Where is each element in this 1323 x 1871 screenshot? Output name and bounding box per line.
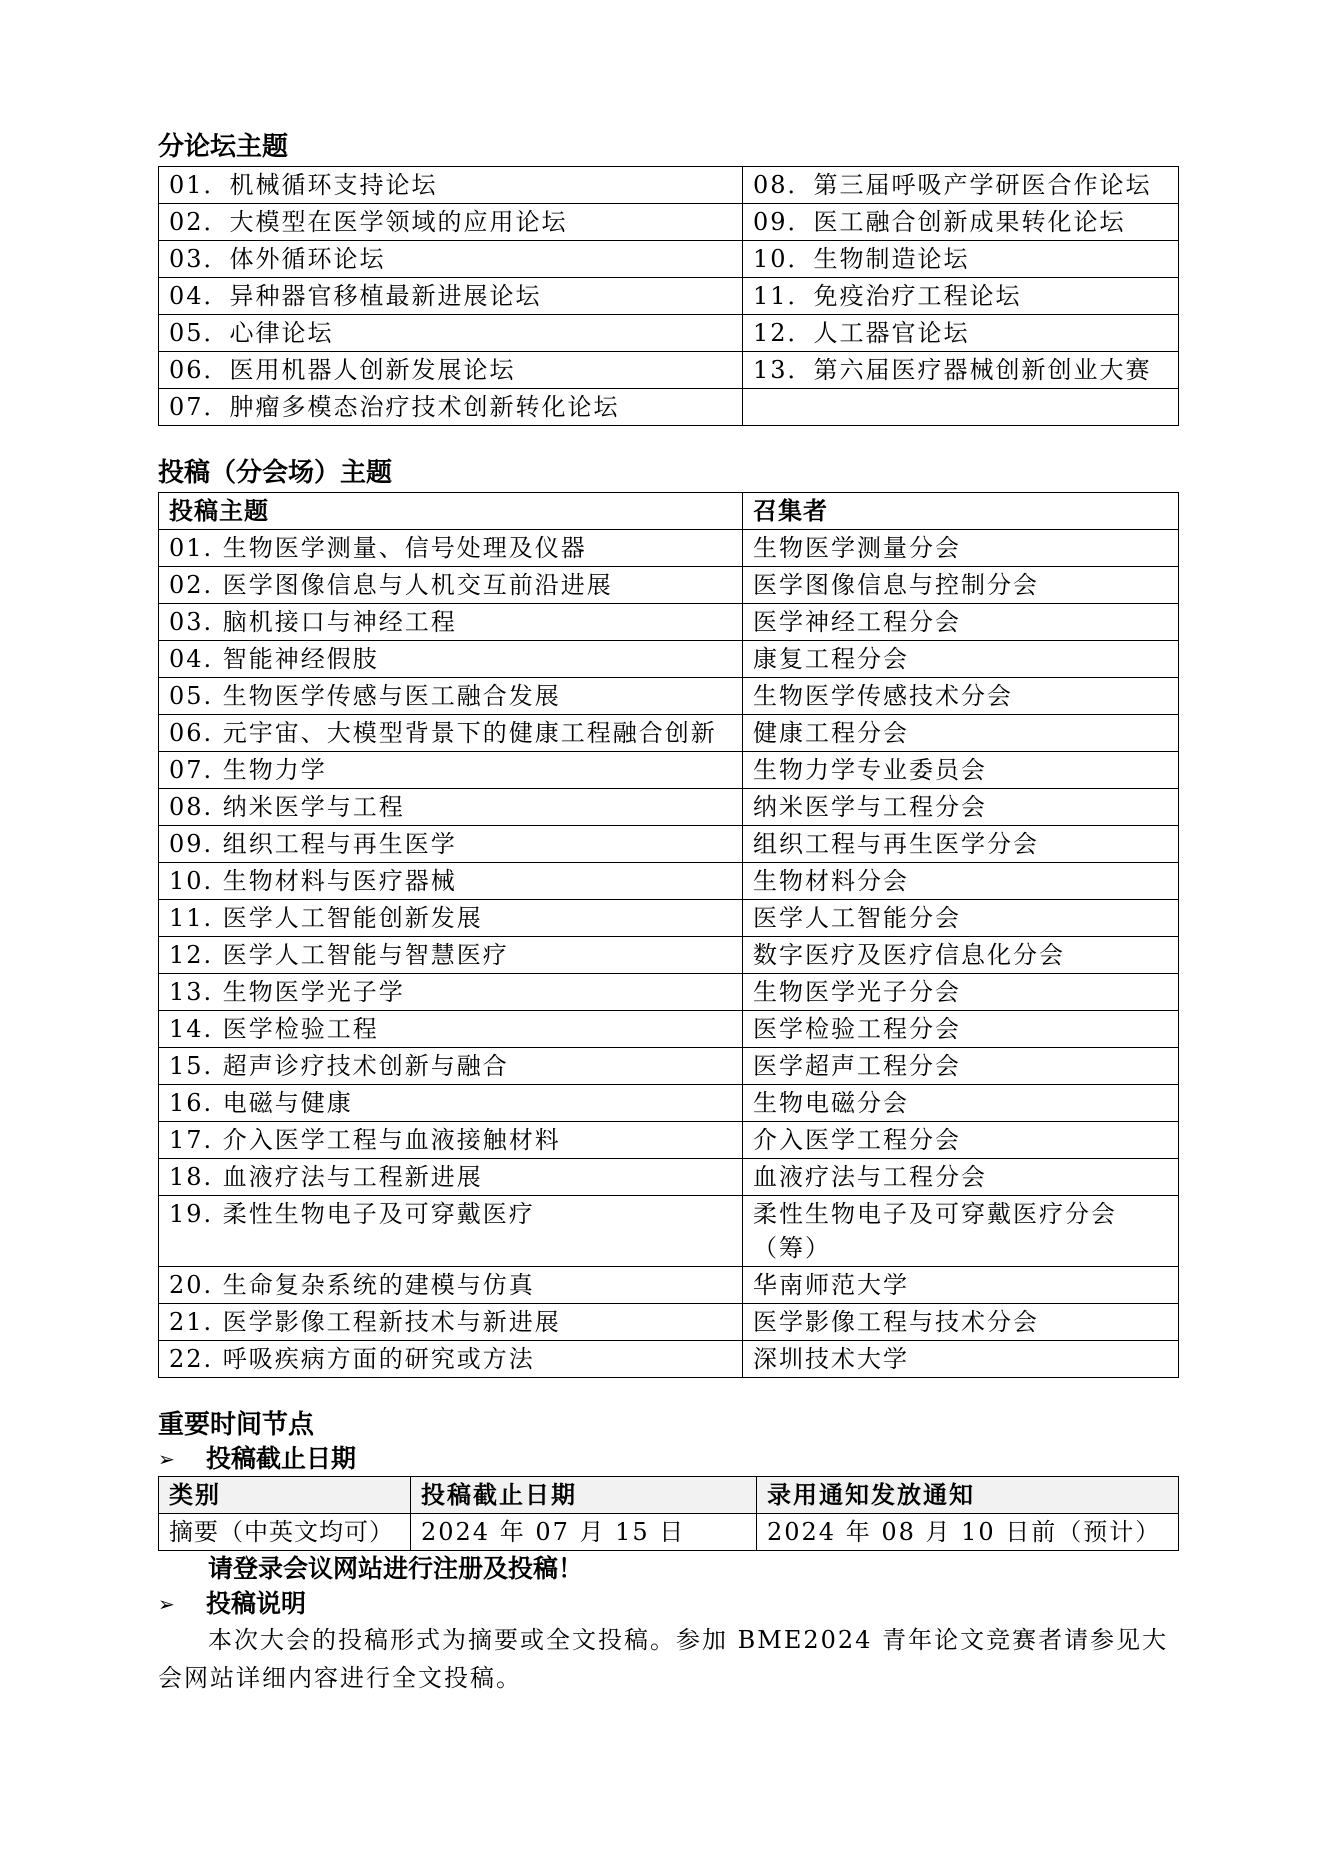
submission-row (159, 530, 1179, 567)
forum-heading: 分论坛主题 (158, 132, 289, 162)
submission-convener: 生物医学测量分会 (743, 530, 1179, 567)
forum-cell-right: 13．第六届医疗器械创新创业大赛 (743, 352, 1179, 389)
submission-topic: 11. 医学人工智能创新发展 (159, 900, 743, 937)
submission-topic: 07. 生物力学 (159, 752, 743, 789)
submission-row (159, 1196, 1179, 1267)
submission-row (159, 1048, 1179, 1085)
submission-row (159, 900, 1179, 937)
register-note: 请登录会议网站进行注册及投稿！ (208, 1554, 584, 1583)
forum-cell-right: 10．生物制造论坛 (743, 241, 1179, 278)
forum-cell-left: 01．机械循环支持论坛 (159, 167, 743, 204)
submission-convener: 生物医学光子分会 (743, 974, 1179, 1011)
submission-convener: 医学神经工程分会 (743, 604, 1179, 641)
submission-row (159, 1122, 1179, 1159)
submission-convener: 医学人工智能分会 (743, 900, 1179, 937)
forum-cell-right (743, 389, 1179, 426)
deadline-header-category: 类别 (159, 1477, 411, 1514)
submission-convener: 健康工程分会 (743, 715, 1179, 752)
deadline-category: 摘要（中英文均可） (159, 1514, 411, 1551)
forum-row (159, 167, 1179, 204)
forum-cell-left: 05．心律论坛 (159, 315, 743, 352)
submission-row (159, 974, 1179, 1011)
forum-cell-right: 12．人工器官论坛 (743, 315, 1179, 352)
forum-table (158, 166, 1179, 426)
col-header-convener: 召集者 (743, 493, 1179, 530)
forum-cell-right: 08．第三届呼吸产学研医合作论坛 (743, 167, 1179, 204)
submission-convener: 医学影像工程与技术分会 (743, 1304, 1179, 1341)
submission-convener: 医学超声工程分会 (743, 1048, 1179, 1085)
bullet-instructions-label: 投稿说明 (206, 1589, 307, 1618)
submission-topic: 20. 生命复杂系统的建模与仿真 (159, 1267, 743, 1304)
forum-cell-left: 03．体外循环论坛 (159, 241, 743, 278)
deadline-table (158, 1476, 1179, 1551)
forum-row (159, 315, 1179, 352)
submission-topic: 18. 血液疗法与工程新进展 (159, 1159, 743, 1196)
col-header-topic: 投稿主题 (159, 493, 743, 530)
submission-topic: 22. 呼吸疾病方面的研究或方法 (159, 1341, 743, 1378)
submission-convener: 纳米医学与工程分会 (743, 789, 1179, 826)
deadline-header-notice: 录用通知发放通知 (757, 1477, 1179, 1514)
submission-topic: 19. 柔性生物电子及可穿戴医疗 (159, 1196, 743, 1267)
forum-row (159, 241, 1179, 278)
forum-row (159, 389, 1179, 426)
submission-topic: 13. 生物医学光子学 (159, 974, 743, 1011)
deadline-row (159, 1514, 1179, 1551)
submission-row (159, 752, 1179, 789)
submission-convener: 深圳技术大学 (743, 1341, 1179, 1378)
submission-row (159, 1085, 1179, 1122)
submission-topic: 01. 生物医学测量、信号处理及仪器 (159, 530, 743, 567)
submission-topic: 14. 医学检验工程 (159, 1011, 743, 1048)
deadline-header-date: 投稿截止日期 (411, 1477, 757, 1514)
forum-cell-left: 06．医用机器人创新发展论坛 (159, 352, 743, 389)
submission-topic: 09. 组织工程与再生医学 (159, 826, 743, 863)
submission-convener: 生物电磁分会 (743, 1085, 1179, 1122)
submission-convener: 医学检验工程分会 (743, 1011, 1179, 1048)
document-page (158, 130, 1178, 1697)
submission-convener: 康复工程分会 (743, 641, 1179, 678)
submission-row (159, 604, 1179, 641)
submission-row (159, 1011, 1179, 1048)
submission-convener: 柔性生物电子及可穿戴医疗分会（筹） (743, 1196, 1179, 1267)
submission-row (159, 1341, 1179, 1378)
submission-row (159, 1159, 1179, 1196)
submission-topic: 16. 电磁与健康 (159, 1085, 743, 1122)
arrow-bullet-icon: ➢ (158, 1447, 175, 1471)
submission-topic: 17. 介入医学工程与血液接触材料 (159, 1122, 743, 1159)
forum-cell-right: 11．免疫治疗工程论坛 (743, 278, 1179, 315)
submission-convener: 生物医学传感技术分会 (743, 678, 1179, 715)
submission-row (159, 715, 1179, 752)
submission-row (159, 863, 1179, 900)
submission-row (159, 678, 1179, 715)
forum-cell-right: 09．医工融合创新成果转化论坛 (743, 204, 1179, 241)
forum-row (159, 352, 1179, 389)
submission-convener: 血液疗法与工程分会 (743, 1159, 1179, 1196)
bullet-deadline-label: 投稿截止日期 (206, 1444, 357, 1473)
submission-topic: 10. 生物材料与医疗器械 (159, 863, 743, 900)
submission-row (159, 789, 1179, 826)
forum-cell-left: 07．肿瘤多模态治疗技术创新转化论坛 (159, 389, 743, 426)
submission-topic: 21. 医学影像工程新技术与新进展 (159, 1304, 743, 1341)
bullet-deadline (158, 1442, 1178, 1476)
instructions-paragraph: 本次大会的投稿形式为摘要或全文投稿。参加 BME2024 青年论文竞赛者请参见大会网站详细内容进行全文投稿。 (158, 1626, 1169, 1692)
submission-topic: 15. 超声诊疗技术创新与融合 (159, 1048, 743, 1085)
submission-topic: 05. 生物医学传感与医工融合发展 (159, 678, 743, 715)
forum-row (159, 278, 1179, 315)
forum-row (159, 204, 1179, 241)
arrow-bullet-icon: ➢ (158, 1592, 175, 1616)
submission-table (158, 492, 1179, 1378)
submission-heading: 投稿（分会场）主题 (158, 458, 393, 488)
submission-convener: 华南师范大学 (743, 1267, 1179, 1304)
submission-topic: 04. 智能神经假肢 (159, 641, 743, 678)
submission-topic: 06. 元宇宙、大模型背景下的健康工程融合创新 (159, 715, 743, 752)
deadline-notice: 2024 年 08 月 10 日前（预计） (757, 1514, 1179, 1551)
submission-row (159, 1267, 1179, 1304)
forum-cell-left: 02．大模型在医学领域的应用论坛 (159, 204, 743, 241)
submission-convener: 介入医学工程分会 (743, 1122, 1179, 1159)
dates-heading: 重要时间节点 (158, 1410, 315, 1440)
submission-topic: 08. 纳米医学与工程 (159, 789, 743, 826)
submission-convener: 生物力学专业委员会 (743, 752, 1179, 789)
submission-row (159, 937, 1179, 974)
submission-convener: 医学图像信息与控制分会 (743, 567, 1179, 604)
submission-convener: 数字医疗及医疗信息化分会 (743, 937, 1179, 974)
submission-topic: 02. 医学图像信息与人机交互前沿进展 (159, 567, 743, 604)
submission-convener: 组织工程与再生医学分会 (743, 826, 1179, 863)
submission-row (159, 641, 1179, 678)
forum-cell-left: 04．异种器官移植最新进展论坛 (159, 278, 743, 315)
submission-convener: 生物材料分会 (743, 863, 1179, 900)
deadline-date: 2024 年 07 月 15 日 (411, 1514, 757, 1551)
submission-row (159, 1304, 1179, 1341)
submission-topic: 12. 医学人工智能与智慧医疗 (159, 937, 743, 974)
submission-row (159, 826, 1179, 863)
bullet-instructions (158, 1587, 1178, 1621)
submission-topic: 03. 脑机接口与神经工程 (159, 604, 743, 641)
submission-row (159, 567, 1179, 604)
